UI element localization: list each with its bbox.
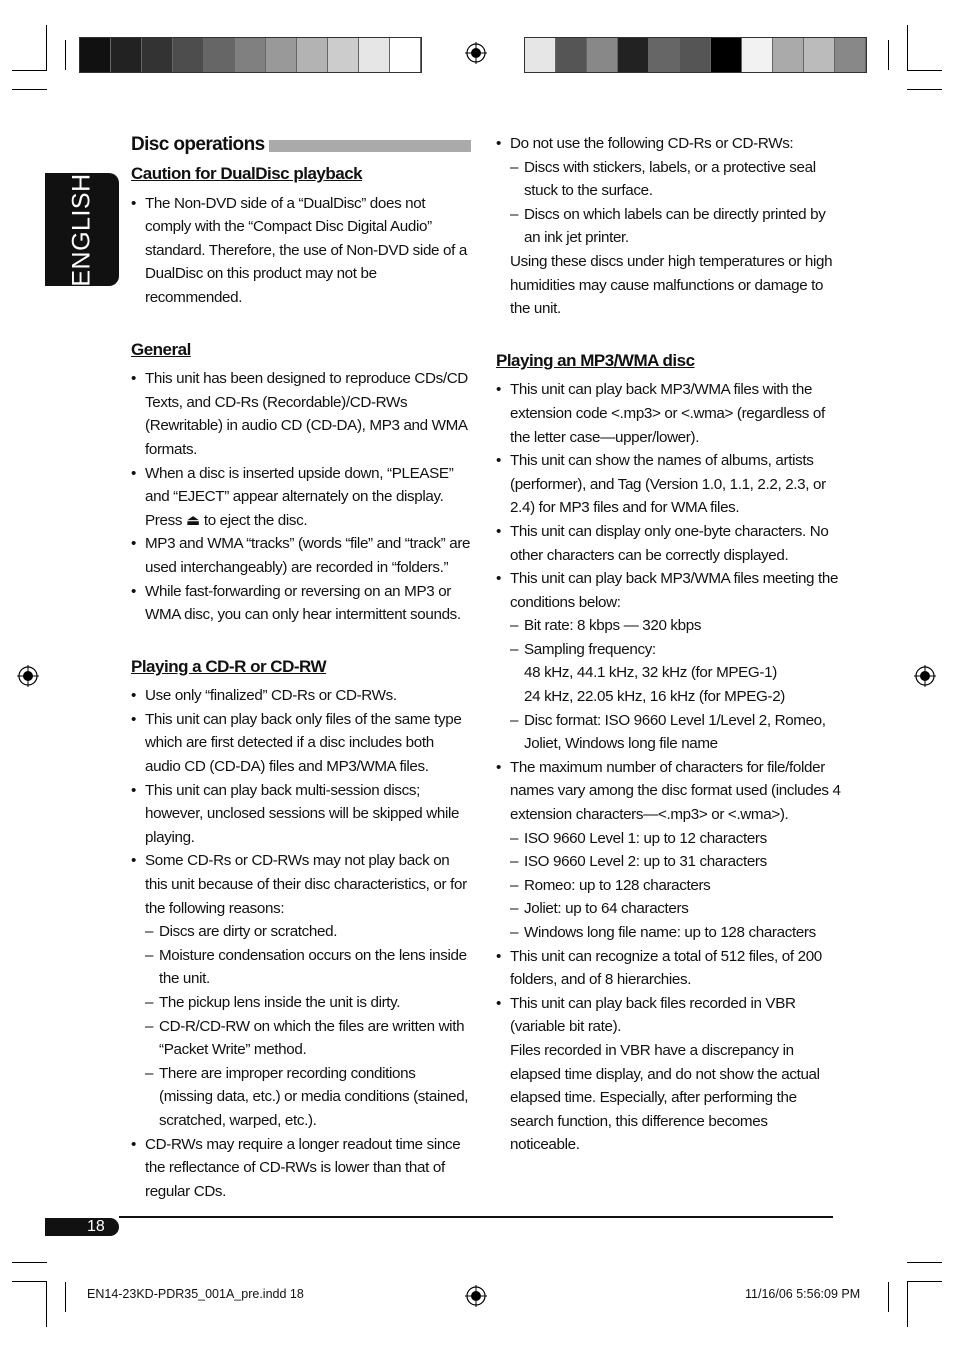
sub-item: – Sampling frequency:: [496, 638, 841, 662]
registration-mark-icon: [465, 42, 487, 64]
list-item: • Use only “finalized” CD-Rs or CD-RWs.: [131, 684, 471, 708]
left-column: [131, 132, 471, 1203]
color-swatch: [649, 38, 680, 72]
color-swatch: [773, 38, 804, 72]
list-item: • This unit can play back MP3/WMA files meeting the conditions below:: [496, 567, 841, 614]
color-swatch: [235, 38, 266, 72]
dualdisc-heading: Caution for DualDisc playback: [131, 164, 363, 183]
registration-mark-icon: [465, 1285, 487, 1307]
list-item: • CD-RWs may require a longer readout time since the reflectance of CD-RWs is lower than that of regular CDs.: [131, 1133, 471, 1204]
sub-item: – Discs on which labels can be directly printed by an ink jet printer.: [496, 203, 841, 250]
list-item: • This unit can play back multi-session discs; however, unclosed sessions will be skipped while playing.: [131, 779, 471, 850]
color-swatch: [390, 38, 421, 72]
sub-item: – Disc format: ISO 9660 Level 1/Level 2, Romeo, Joliet, Windows long file name: [496, 709, 841, 756]
list-item: • When a disc is inserted upside down, “PLEASE” and “EJECT” appear alternately on the display. Press ⏏ to eject the disc.: [131, 462, 471, 533]
footer-filename: EN14-23KD-PDR35_001A_pre.indd 18: [87, 1287, 304, 1301]
color-swatch: [618, 38, 649, 72]
registration-mark-icon: [17, 665, 39, 687]
list-item: • This unit has been designed to reproduce CDs/CD Texts, and CD-Rs (Recordable)/CD-RWs (Rewritable) in audio CD (CD-DA), MP3 and WMA formats.: [131, 367, 471, 461]
list-item: • MP3 and WMA “tracks” (words “file” and “track” are used interchangeably) are recorded in “folders.”: [131, 532, 471, 579]
color-swatch: [711, 38, 742, 72]
dualdisc-list: [131, 192, 471, 310]
section-title: Disc operations: [131, 132, 471, 158]
color-swatch: [80, 38, 111, 72]
language-label: ENGLISH: [67, 172, 96, 287]
sub-item: – The pickup lens inside the unit is dirty.: [131, 991, 471, 1015]
right-column: [496, 132, 841, 1157]
page-number: 18: [87, 1218, 105, 1235]
color-swatch: [556, 38, 587, 72]
note-text: Files recorded in VBR have a discrepancy in elapsed time display, and do not show the actual elapsed time. Especially, after performing the search function, this difference becomes noticeable.: [510, 1041, 820, 1154]
color-swatch: [111, 38, 142, 72]
general-list: [131, 367, 471, 627]
note-text: Using these discs under high temperatures or high humidities may cause malfunctions or damage to the unit.: [510, 252, 833, 318]
list-item: • This unit can display only one-byte characters. No other characters can be correctly displayed.: [496, 520, 841, 567]
list-item: • This unit can show the names of albums, artists (performer), and Tag (Version 1.0, 1.1, 2.2, 2.3, or 2.4) for MP3 files and for WMA files.: [496, 449, 841, 520]
color-bar-right: [524, 37, 867, 73]
list-item: • This unit can recognize a total of 512 files, of 200 folders, and of 8 hierarchies.: [496, 945, 841, 992]
eject-icon: ⏏: [185, 511, 200, 529]
color-swatch: [359, 38, 390, 72]
freq-line: 24 kHz, 22.05 kHz, 16 kHz (for MPEG-2): [524, 688, 786, 706]
title-bar: [269, 140, 471, 152]
list-item: • Do not use the following CD-Rs or CD-RWs:: [496, 132, 841, 156]
color-swatch: [142, 38, 173, 72]
donot-list: [496, 132, 841, 321]
freq-line: 48 kHz, 44.1 kHz, 32 kHz (for MPEG-1): [524, 664, 777, 682]
color-swatch: [835, 38, 866, 72]
color-swatch: [742, 38, 773, 72]
sub-item: – Discs are dirty or scratched.: [131, 920, 471, 944]
sub-item: – Joliet: up to 64 characters: [496, 897, 841, 921]
mp3-list: [496, 378, 841, 1157]
sub-item: – Romeo: up to 128 characters: [496, 874, 841, 898]
color-swatch: [525, 38, 556, 72]
list-item: • The Non-DVD side of a “DualDisc” does not comply with the “Compact Disc Digital Audio” standard. Therefore, the use of Non-DVD side of a DualDisc on this product may not be recommended.: [131, 192, 471, 310]
list-item: • Some CD-Rs or CD-RWs may not play back on this unit because of their disc characteristics, or for the following reasons:: [131, 849, 471, 920]
list-item: • This unit can play back MP3/WMA files with the extension code <.mp3> or <.wma> (regardless of the letter case—upper/lower).: [496, 378, 841, 449]
color-swatch: [173, 38, 204, 72]
sub-item: – ISO 9660 Level 1: up to 12 characters: [496, 827, 841, 851]
language-tab: [45, 173, 119, 286]
sub-item: – Moisture condensation occurs on the lens inside the unit.: [131, 944, 471, 991]
color-swatch: [587, 38, 618, 72]
sub-item: – Bit rate: 8 kbps — 320 kbps: [496, 614, 841, 638]
sub-item: – ISO 9660 Level 2: up to 31 characters: [496, 850, 841, 874]
registration-mark-icon: [914, 665, 936, 687]
sub-item: – Windows long file name: up to 128 characters: [496, 921, 841, 945]
list-item: • While fast-forwarding or reversing on an MP3 or WMA disc, you can only hear intermittent sounds.: [131, 580, 471, 627]
color-swatch: [328, 38, 359, 72]
footer-rule: [119, 1216, 833, 1218]
list-item: • The maximum number of characters for file/folder names vary among the disc format used (includes 4 extension characters—<.mp3> or <.wma>).: [496, 756, 841, 827]
mp3-heading: Playing an MP3/WMA disc: [496, 350, 695, 370]
color-swatch: [804, 38, 835, 72]
color-swatch: [266, 38, 297, 72]
color-bar-left: [79, 37, 422, 73]
footer-timestamp: 11/16/06 5:56:09 PM: [745, 1287, 861, 1301]
list-item: • This unit can play back only files of the same type which are first detected if a disc includes both audio CD (CD-DA) files and MP3/WMA files.: [131, 708, 471, 779]
color-swatch: [204, 38, 235, 72]
color-swatch: [297, 38, 328, 72]
sub-item: – Discs with stickers, labels, or a protective seal stuck to the surface.: [496, 156, 841, 203]
cdr-list: [131, 684, 471, 1203]
color-swatch: [680, 38, 711, 72]
cdr-heading: Playing a CD-R or CD-RW: [131, 656, 327, 676]
page-number-tab: [45, 1218, 119, 1236]
list-item: • This unit can play back files recorded in VBR (variable bit rate).: [496, 992, 841, 1039]
general-heading: General: [131, 339, 191, 359]
sub-item: – There are improper recording conditions (missing data, etc.) or media conditions (stained, scratched, warped, etc.).: [131, 1062, 471, 1133]
sub-item: – CD-R/CD-RW on which the files are written with “Packet Write” method.: [131, 1015, 471, 1062]
